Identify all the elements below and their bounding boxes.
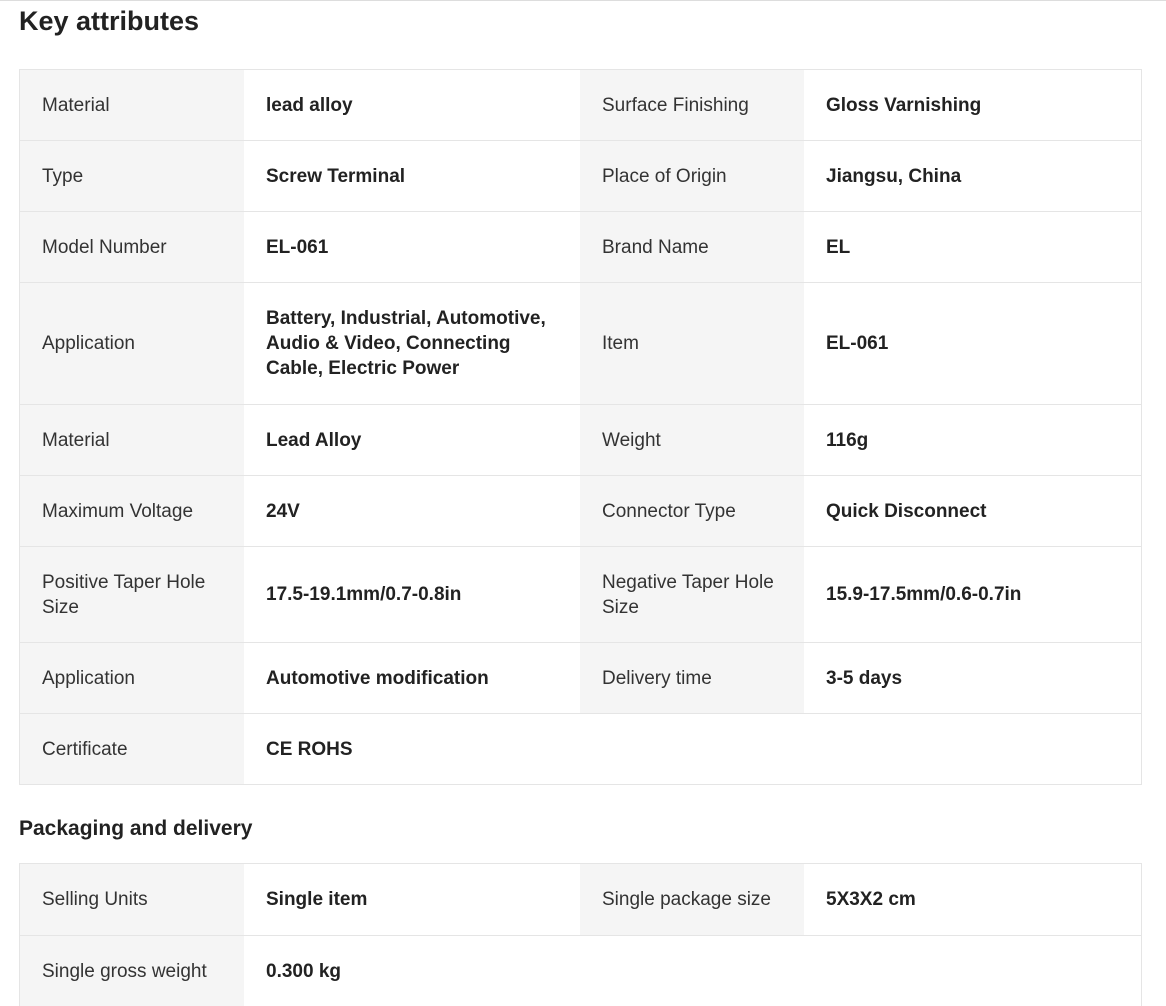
attr-value: Single item — [244, 864, 580, 935]
packaging-heading: Packaging and delivery — [19, 817, 253, 840]
attr-label: Positive Taper Hole Size — [20, 547, 244, 642]
attr-value: 5X3X2 cm — [804, 864, 1141, 935]
attr-label: Single package size — [580, 864, 804, 935]
attr-label: Item — [580, 283, 804, 404]
empty-cell — [804, 936, 1141, 1006]
attr-label: Material — [20, 405, 244, 475]
table-row — [20, 70, 1141, 140]
attr-value: Automotive modification — [244, 643, 580, 713]
table-row — [20, 935, 1141, 1006]
attr-label: Certificate — [20, 714, 244, 784]
attr-label: Delivery time — [580, 643, 804, 713]
table-row — [20, 282, 1141, 404]
attr-label: Place of Origin — [580, 141, 804, 211]
table-row — [20, 211, 1141, 282]
attr-label: Weight — [580, 405, 804, 475]
key-attributes-heading: Key attributes — [19, 6, 200, 36]
attr-value: EL-061 — [244, 212, 580, 282]
table-row — [20, 864, 1141, 935]
attr-value: EL — [804, 212, 1141, 282]
empty-cell — [804, 714, 1141, 784]
table-row — [20, 642, 1141, 713]
attr-value: 116g — [804, 405, 1141, 475]
attr-label: Negative Taper Hole Size — [580, 547, 804, 642]
attr-value: 0.300 kg — [244, 936, 580, 1006]
attr-value: Lead Alloy — [244, 405, 580, 475]
empty-cell — [580, 714, 804, 784]
attr-label: Type — [20, 141, 244, 211]
attr-value: CE ROHS — [244, 714, 580, 784]
attr-value: 15.9-17.5mm/0.6-0.7in — [804, 547, 1141, 642]
empty-cell — [580, 936, 804, 1006]
table-row — [20, 713, 1141, 784]
table-row — [20, 404, 1141, 475]
attr-value: lead alloy — [244, 70, 580, 140]
attr-value: Jiangsu, China — [804, 141, 1141, 211]
attr-label: Selling Units — [20, 864, 244, 935]
table-row — [20, 140, 1141, 211]
table-row — [20, 475, 1141, 546]
attr-value: 17.5-19.1mm/0.7-0.8in — [244, 547, 580, 642]
attr-value: 3-5 days — [804, 643, 1141, 713]
top-divider — [0, 0, 1166, 1]
attr-label: Brand Name — [580, 212, 804, 282]
attr-label: Application — [20, 283, 244, 404]
attr-value: 24V — [244, 476, 580, 546]
attr-value: Screw Terminal — [244, 141, 580, 211]
attr-label: Connector Type — [580, 476, 804, 546]
attr-label: Single gross weight — [20, 936, 244, 1006]
key-attributes-table — [19, 69, 1142, 785]
attr-value: EL-061 — [804, 283, 1141, 404]
attr-value: Gloss Varnishing — [804, 70, 1141, 140]
attr-label: Surface Finishing — [580, 70, 804, 140]
attr-label: Application — [20, 643, 244, 713]
attr-label: Material — [20, 70, 244, 140]
attr-label: Maximum Voltage — [20, 476, 244, 546]
table-row — [20, 546, 1141, 642]
attr-value: Battery, Industrial, Automotive, Audio & Video, Connecting Cable, Electric Power — [244, 283, 580, 404]
packaging-table — [19, 863, 1142, 1006]
attr-label: Model Number — [20, 212, 244, 282]
attr-value: Quick Disconnect — [804, 476, 1141, 546]
